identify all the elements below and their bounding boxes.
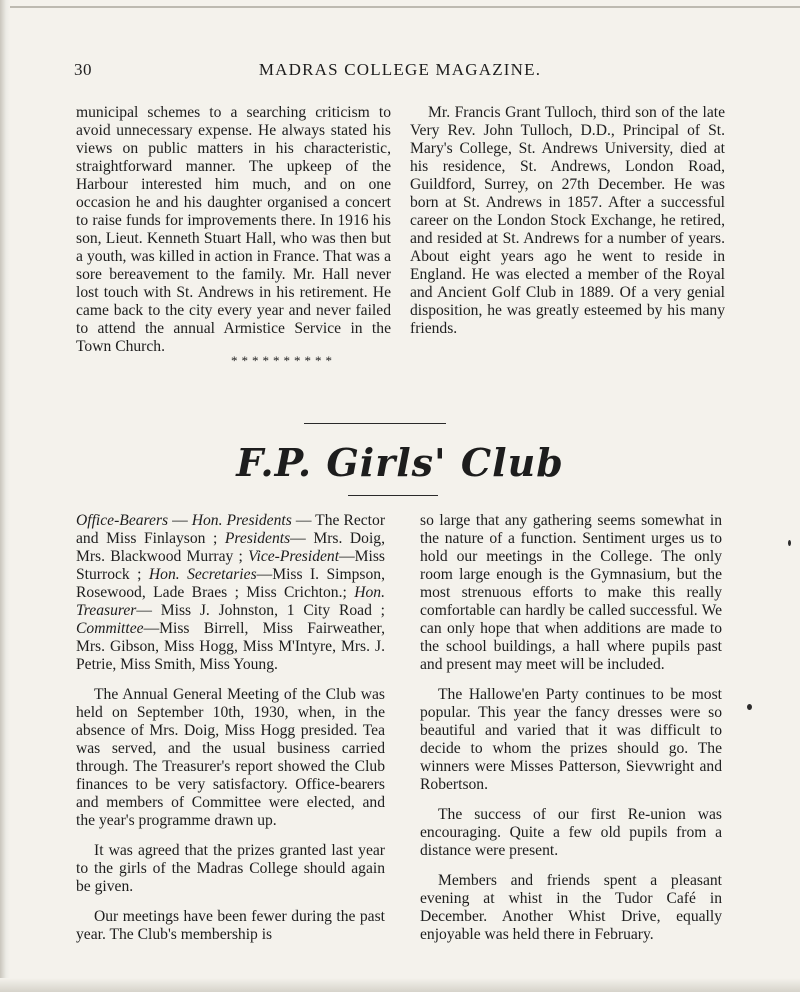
column-top-left (76, 104, 391, 368)
hon-secretaries-names: Miss I. Simpson, Rosewood, Lade Braes ; Miss Crichton.; (76, 566, 385, 601)
separator-dash: — (143, 620, 160, 637)
column-bottom-left (76, 512, 385, 944)
whist-paragraph: Members and friends spent a pleasant evening at whist in the Tudor Café in December. Another Whist Drive, equally enjoyable was held there in February. (420, 872, 722, 943)
section-rule-bottom (348, 495, 438, 496)
running-title: MADRAS COLLEGE MAGAZINE. (258, 60, 542, 79)
section-rule-top (304, 423, 446, 424)
committee-label: Committee (76, 620, 144, 637)
page-top-edge (10, 6, 800, 8)
hon-treasurer-label: Hon. Treasurer (76, 584, 385, 619)
hon-presidents-label: Hon. Presidents (191, 512, 292, 529)
halloween-paragraph: The Hallowe'en Party continues to be most popular. This year the fancy dresses were so beautiful and varied that it was difficult to decide to whom the prizes should go. The winners were Misses Patterson, Sievwright and Robertson. (420, 686, 722, 793)
asterisk-separator: ********** (231, 353, 336, 368)
column-bottom-right (420, 512, 722, 944)
ink-speck (747, 704, 752, 710)
hon-secretaries-label: Hon. Secretaries (148, 566, 257, 583)
separator-dash: — (290, 530, 314, 547)
annual-meeting-paragraph: The Annual General Meeting of the Club was held on September 10th, 1930, when, in the absence of Mrs. Doig, Miss Hogg presided. Tea was served, and the usual business carried through. The Treasurer's report showed the Club finances to be very satisfactory. Office-bearers and members of Committee were elected, and the year's programme drawn up. (76, 686, 385, 829)
committee-names: Miss Birrell, Miss Fairweather, Mrs. Gibson, Miss Hogg, Miss M'Intyre, Mrs. J. Petrie, Miss Smith, Miss Young. (76, 620, 385, 673)
ink-speck (788, 540, 791, 546)
page-edge-shadow (0, 0, 10, 992)
meetings-paragraph: Our meetings have been fewer during the past year. The Club's membership is (76, 908, 385, 943)
separator-dash: — (136, 602, 161, 619)
separator-dash: — (291, 512, 316, 529)
office-bearers-paragraph (76, 512, 385, 674)
office-bearers-label: Office-Bearers (76, 512, 169, 529)
obituary-continuation-paragraph: municipal schemes to a searching criticism to avoid unnecessary expense. He always stated his views on public matters in his characteristic, straightforward manner. The upkeep of the Harbour interested him much, and on one occasion he and his daughter organised a concert to raise funds for improvements there. In 1916 his son, Lieut. Kenneth Stuart Hall, who was then but a youth, was killed in action in France. That was a sore bereavement to the family. Mr. Hall never lost touch with St. Andrews in his retirement. He came back to the city every year and never failed to attend the annual Armistice Service in the Town Church. (76, 104, 391, 355)
vice-president-label: Vice-President (248, 548, 340, 565)
reunion-paragraph: The success of our first Re-union was encouraging. Quite a few old pupils from a distance were present. (420, 806, 722, 859)
hon-treasurer-name: Miss J. Johnston, 1 City Road ; (160, 602, 385, 619)
separator-dash: — (256, 566, 273, 583)
separator-dash: — (339, 548, 355, 565)
prizes-paragraph: It was agreed that the prizes granted last year to the girls of the Madras College should again be given. (76, 842, 385, 895)
tulloch-obituary-paragraph: Mr. Francis Grant Tulloch, third son of the late Very Rev. John Tulloch, D.D., Principal of St. Mary's College, St. Andrews University, died at his residence, St. Andrews, London Road, Guildford, Surrey, on 27th December. He was born at St. Andrews in 1857. After a successful career on the London Stock Exchange, he retired, and resided at St. Andrews for a number of years. About eight years ago he went to reside in England. He was elected a member of the Royal and Ancient Golf Club in 1889. Of a very genial disposition, he was greatly esteemed by his many friends. (410, 104, 725, 337)
page-header (74, 60, 726, 86)
page-number: 30 (74, 60, 92, 79)
separator-dash: — (168, 512, 192, 529)
hon-presidents-names: The Rector and Miss Finlayson ; (76, 512, 386, 547)
vice-president-name: Miss Sturrock ; (76, 548, 385, 583)
presidents-label: Presidents (224, 530, 291, 547)
presidents-names: Mrs. Doig, Mrs. Blackwood Murray ; (76, 530, 385, 565)
membership-continuation-paragraph: so large that any gathering seems somewhat in the nature of a function. Sentiment urges us to hold our meetings in the College. The only room large enough is the Gymnasium, but the most strenuous efforts to make this really comfortable can hardly be called successful. We can only hope that when additions are made to the school buildings, a hall where pupils past and present may meet will be included. (420, 512, 722, 673)
column-top-right (410, 104, 725, 350)
section-title: F.P. Girls' Club (236, 440, 564, 485)
page-bottom-edge (0, 978, 800, 992)
